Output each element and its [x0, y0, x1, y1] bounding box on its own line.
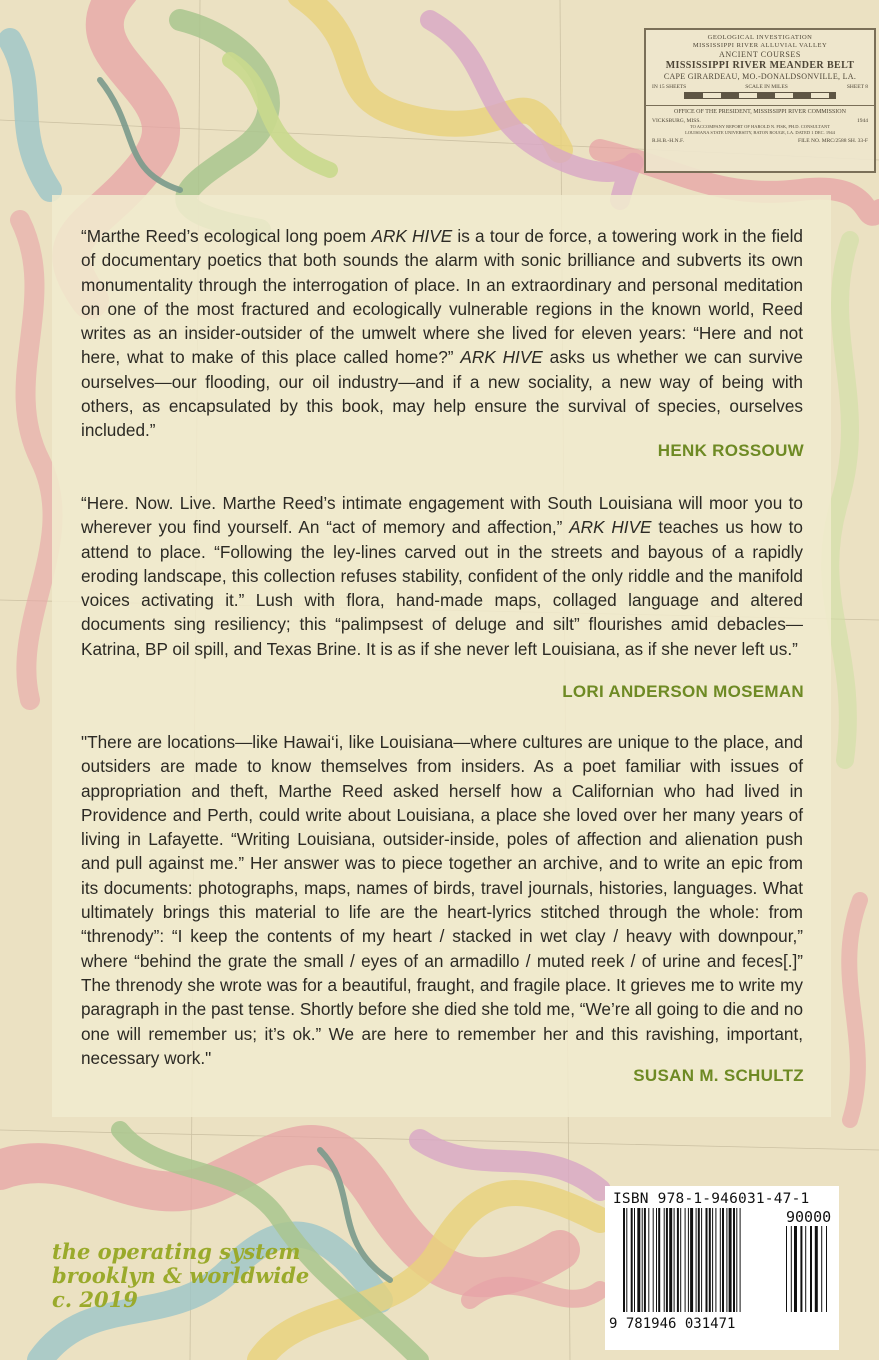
barcode-digits: 9 781946 031471: [609, 1316, 736, 1332]
plate-initials: R.H.B.-H.N.F.: [652, 138, 684, 144]
isbn-label: ISBN 978-1-946031-47-1: [613, 1191, 810, 1207]
plate-sheet-no: SHEET 8: [846, 84, 868, 90]
plate-subtitle: CAPE GIRARDEAU, MO.-DONALDSONVILLE, LA.: [663, 72, 857, 81]
plate-year: 1944: [857, 118, 868, 124]
blurb-quote-1: “Marthe Reed’s ecological long poem ARK HIVE is a tour de force, a towering work in the field of documentary poetics that both sounds the alarm with sonic brilliance and subverts its own monumentality through the interrogation of place. In an extraordinary and personal meditation on one of the most fractured and ecologically vulnerable regions in the known world, Reed writes as an insider-outsider of the umwelt where she lived for eleven years: “Here and not here, what to make of this place called home?” ARK HIVE asks us whether we can survive ourselves—our flooding, our oil industry—and if a new sociality, a new way of being with others, as encapsulated by this book, may help ensure the survival of species, ourselves included.”: [81, 226, 803, 441]
plate-line-1: GEOLOGICAL INVESTIGATION: [707, 34, 813, 41]
plate-file-row: [646, 136, 874, 144]
plate-scale-row: [646, 82, 874, 90]
blurb-quote-3: "There are locations—like Hawai‘i, like Louisiana—where cultures are unique to the place, and outsiders are made to know themselves from insiders. As a poet familiar with issues of appropriation and theft, Marthe Reed asked herself how a Californian who had lived in Providence and Perth, could write about Louisiana, a place she loved over her many years of living in Lafayette. “Writing Louisiana, outsider-inside, poles of affection and alienation push and pull against me.” Her answer was to piece together an archive, and to write an epic from its documents: photographs, maps, names of birds, travel journals, histories, languages. What ultimately brings this material to life are the heart-lyrics stitched through the whole: from “threnody”: “I keep the contents of my heart / stacked in wet clay / heavy with downpour,” where “behind the grate the small / eyes of an armadillo / muted reek / of urine and feces[.]” The threnody she wrote was for a beautiful, fraught, and fragile place. It grieves me to write my paragraph in the past tense. Shortly before she died she told me, “We’re all going to die and no one will remember us; it’s ok.” We are here to remember her and this ravishing, important, necessary work.": [81, 732, 804, 1068]
price-code: 90000: [786, 1208, 832, 1226]
blurb-quote-2: “Here. Now. Live. Marthe Reed’s intimate engagement with South Louisiana will moor you to wherever you find yourself. An “act of memory and affection,” ARK HIVE teaches us how to attend to place. “Following the ley-lines carved out in the streets and bayous of a rapidly eroding landscape, this collection refuses stability, confident of the only riddle and the manifold voices activating it.” Lush with flora, hand-made maps, collaged language and altered documents sing resiliency; this “palimpsest of deluge and silt” flourishes amid debacles—Katrina, BP oil spill, and Texas Brine. It is as if she never left Louisiana, as if she never left us.”: [81, 493, 803, 659]
publisher-location: brooklyn & worldwide: [52, 1263, 310, 1288]
plate-scale-bar: [684, 92, 836, 99]
plate-place: VICKSBURG, MISS.: [652, 118, 701, 124]
blurb-author-2: LORI ANDERSON MOSEMAN: [562, 682, 804, 701]
plate-divider: [646, 105, 874, 106]
plate-report-2: LOUISIANA STATE UNIVERSITY, BATON ROUGE, LA. DATED 1 DEC. 1944: [685, 130, 835, 135]
plate-scale-label: SCALE IN MILES: [745, 84, 788, 90]
map-title-plate: [644, 28, 876, 173]
blurb-author-1: HENK ROSSOUW: [657, 441, 804, 460]
plate-line-3: ANCIENT COURSES: [719, 50, 801, 59]
plate-line-2: MISSISSIPPI RIVER ALLUVIAL VALLEY: [692, 42, 828, 49]
plate-office: OFFICE OF THE PRESIDENT, MISSISSIPPI RIVER COMMISSION: [674, 109, 846, 115]
isbn-barcode: [605, 1186, 839, 1350]
plate-file-no: FILE NO. MRC/2588 SH. 33-F: [798, 138, 868, 144]
publisher-year: c. 2019: [52, 1287, 138, 1312]
plate-report: TO ACCOMPANY REPORT OF HAROLD N. FISK, PH.D. CONSULTANT: [690, 124, 830, 129]
publisher-imprint: [52, 1240, 309, 1312]
plate-sheets: IN 15 SHEETS: [652, 84, 687, 90]
publisher-name: the operating system: [52, 1239, 301, 1264]
blurb-author-3: SUSAN M. SCHULTZ: [633, 1066, 804, 1085]
plate-place-row: [646, 116, 874, 124]
plate-title: MISSISSIPPI RIVER MEANDER BELT: [665, 60, 855, 71]
